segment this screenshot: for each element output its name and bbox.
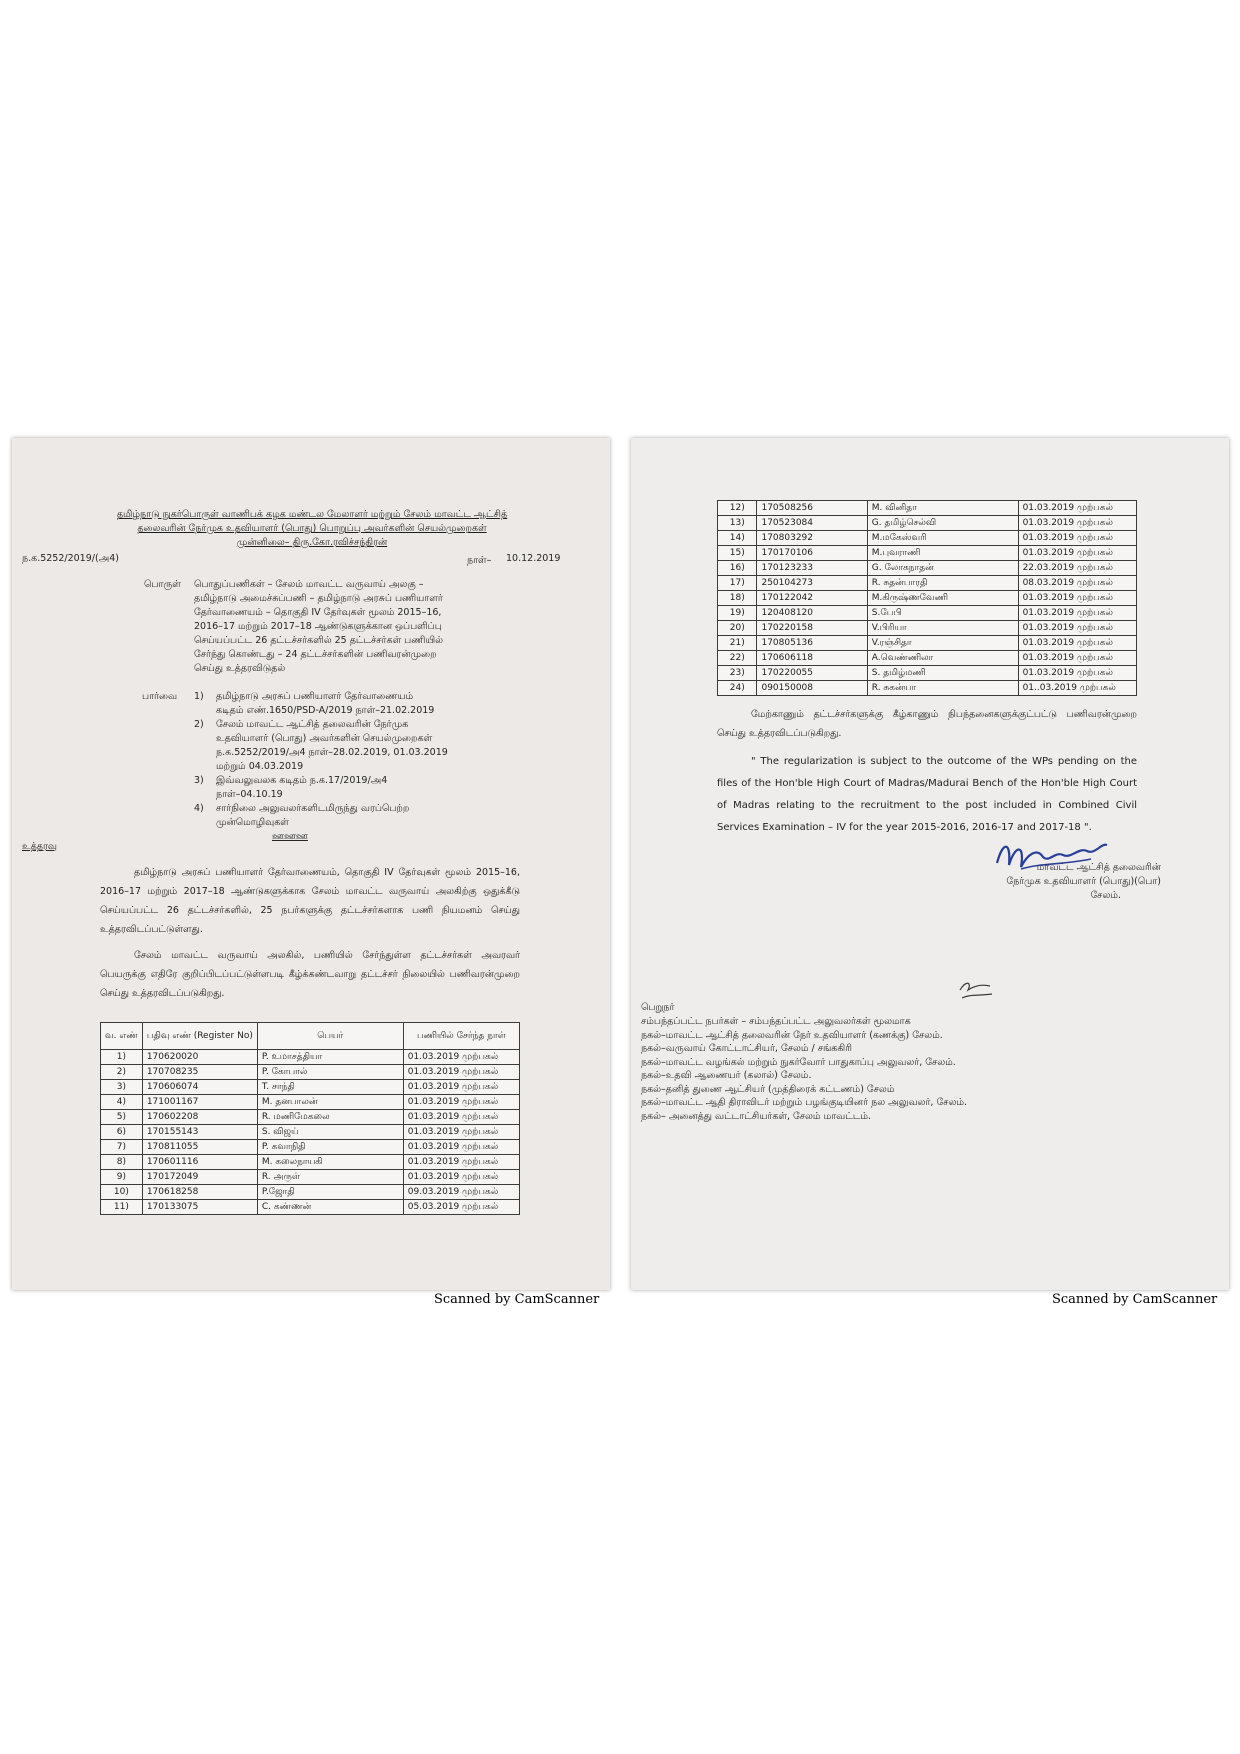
cell-register-no: 170708235 (142, 1065, 257, 1080)
table-body (101, 1050, 520, 1215)
cell-name: V.பிரியா (867, 621, 1018, 636)
cell-join-date: 01.03.2019 முற்பகல் (403, 1140, 519, 1155)
heading-line-2: தலைவரின் நேர்முக உதவியாளர் (பொது) பொறுப்பு அவர்களின் செயல்முறைகள் (137, 523, 487, 534)
table-row (101, 1095, 520, 1110)
cell-name: A.வெண்ணிலா (867, 651, 1018, 666)
table-row (101, 1185, 520, 1200)
regularization-note: " The regularization is subject to the outcome of the WPs pending on the files of the Hon'ble High Court of Madras/Madurai Bench of the Hon'ble High Court of Madras relating to the recruitment to the post included in Combined Civil Services Examination – IV for the year 2015-2016, 2016-17 and 2017-18 ". (717, 756, 1137, 833)
cell-serial: 19) (718, 606, 757, 621)
cell-join-date: 01.03.2019 முற்பகல் (403, 1080, 519, 1095)
reference-item-line: ந.க.5252/2019/அ4 நாள்–28.02.2019, 01.03.2019 (216, 747, 448, 758)
heading-line-3: முன்னிலை– திரு.கோ.ரவிச்சந்திரன் (236, 537, 388, 548)
cell-register-no: 170220158 (757, 621, 867, 636)
cell-register-no: 170122042 (757, 591, 867, 606)
table-row (101, 1140, 520, 1155)
cell-name: R. சுகன்யா (867, 681, 1018, 696)
left-page (12, 438, 610, 1290)
cell-register-no: 170508256 (757, 501, 867, 516)
cell-name: P.ஜோதி (257, 1185, 403, 1200)
recipient-label: பெறுநர் (641, 1002, 675, 1013)
reference-item-number: 3) (194, 775, 204, 786)
cell-join-date: 01.03.2019 முற்பகல் (1018, 516, 1136, 531)
cell-serial: 17) (718, 576, 757, 591)
recipient-item: நகல்–உதவி ஆணையர் (கலால்) சேலம். (641, 1070, 812, 1081)
table-row (101, 1155, 520, 1170)
cell-join-date: 01.03.2019 முற்பகல் (1018, 531, 1136, 546)
reference-item-number: 2) (194, 719, 204, 730)
cell-name: C. கண்ணன் (257, 1200, 403, 1215)
cell-register-no: 120408120 (757, 606, 867, 621)
table-row (101, 1125, 520, 1140)
recipient-item: நகல்–மாவட்ட ஆதி திராவிடர் மற்றும் பழங்குடியினர் நல அலுவலர், சேலம். (641, 1097, 968, 1108)
cell-join-date: 01.03.2019 முற்பகல் (403, 1095, 519, 1110)
cell-name: R. அருள் (257, 1170, 403, 1185)
reference-item-number: 1) (194, 691, 204, 702)
order-label: உத்தரவு (22, 841, 57, 852)
scanner-watermark-left: Scanned by CamScanner (434, 1292, 600, 1307)
cell-serial: 22) (718, 651, 757, 666)
cell-register-no: 170618258 (142, 1185, 257, 1200)
table-row (101, 1050, 520, 1065)
reference-item (194, 718, 494, 774)
cell-join-date: 01.03.2019 முற்பகல் (403, 1155, 519, 1170)
reference-item (194, 774, 494, 802)
cell-name: M.புவராணி (867, 546, 1018, 561)
cell-serial: 9) (101, 1170, 143, 1185)
cell-serial: 3) (101, 1080, 143, 1095)
recipient-item: நகல்–தனித் துணை ஆட்சியர் (முத்திரைக் கட்டணம்) சேலம் (641, 1083, 895, 1095)
cell-serial: 12) (718, 501, 757, 516)
cell-register-no: 170606118 (757, 651, 867, 666)
cell-name: S. விஜய் (257, 1125, 403, 1140)
cell-join-date: 01.03.2019 முற்பகல் (1018, 606, 1136, 621)
subject-line: தேர்வாணையம் – தொகுதி IV தேர்வுகள் மூலம் 2015–16, (194, 607, 442, 618)
cell-name: M. தனபாலன் (257, 1095, 403, 1110)
table-row (718, 516, 1137, 531)
column-header-name: பெயர் (257, 1023, 403, 1050)
cell-serial: 24) (718, 681, 757, 696)
cell-serial: 20) (718, 621, 757, 636)
table-row (718, 546, 1137, 561)
cell-serial: 18) (718, 591, 757, 606)
subject-label: பொருள் (144, 579, 181, 590)
cell-serial: 4) (101, 1095, 143, 1110)
cell-serial: 23) (718, 666, 757, 681)
date-label: நாள்– (467, 555, 492, 566)
cell-serial: 5) (101, 1110, 143, 1125)
cell-serial: 6) (101, 1125, 143, 1140)
cell-name: P. உமாசத்தியா (257, 1050, 403, 1065)
table-row (718, 561, 1137, 576)
cell-serial: 7) (101, 1140, 143, 1155)
cell-join-date: 01.03.2019 முற்பகல் (403, 1170, 519, 1185)
table-row (718, 501, 1137, 516)
cell-name: S. தமிழ்மணி (867, 666, 1018, 681)
cell-register-no: 170123233 (757, 561, 867, 576)
recipient-item: நகல்–வருவாய் கோட்டாட்சியர், சேலம் / சங்ககிரி (641, 1043, 852, 1054)
recipient-item: சம்பந்தப்பட்ட நபர்கள் – சம்பந்தப்பட்ட அலுவலர்கள் மூலமாக (641, 1016, 911, 1027)
cell-register-no: 170155143 (142, 1125, 257, 1140)
reference-item-line: உதவியாளர் (பொது) அவர்களின் செயல்முறைகள் (216, 733, 433, 744)
subject-line: 2016–17 மற்றும் 2017–18 ஆண்டுகளுக்கான ஒப்பளிப்பு (194, 621, 442, 632)
table-row (101, 1065, 520, 1080)
cell-serial: 14) (718, 531, 757, 546)
signatory-line-2: நேர்முக உதவியாளர் (பொது)(பொ) (1006, 876, 1161, 887)
cell-register-no: 170602208 (142, 1110, 257, 1125)
cell-register-no: 250104273 (757, 576, 867, 591)
reference-item-line: சேலம் மாவட்ட ஆட்சித் தலைவரின் நேர்முக (216, 719, 409, 730)
reference-item (194, 690, 494, 718)
cell-join-date: 05.03.2019 முற்பகல் (403, 1200, 519, 1215)
cell-name: G. தமிழ்செல்வி (867, 516, 1018, 531)
column-header-sl: வ. எண் (101, 1023, 143, 1050)
cell-join-date: 01.03.2019 முற்பகல் (1018, 651, 1136, 666)
cell-register-no: 170620020 (142, 1050, 257, 1065)
cell-serial: 11) (101, 1200, 143, 1215)
table-row (718, 531, 1137, 546)
recipient-item: நகல்–மாவட்ட வழங்கல் மற்றும் நுகர்வோர் பாதுகாப்பு அலுவலர், சேலம். (641, 1056, 956, 1068)
cell-serial: 15) (718, 546, 757, 561)
cell-serial: 13) (718, 516, 757, 531)
cell-name: P. கோபால் (257, 1065, 403, 1080)
table-body (718, 501, 1137, 696)
reference-number: ந.க.5252/2019/(அ4) (22, 553, 119, 564)
table-row (718, 666, 1137, 681)
table-row (718, 621, 1137, 636)
table-row (718, 606, 1137, 621)
cell-name: P. கவாநிதி (257, 1140, 403, 1155)
table-header-row (101, 1023, 520, 1050)
cell-join-date: 01.03.2019 முற்பகல் (1018, 636, 1136, 651)
cell-name: R. சுதன்பாரதி (867, 576, 1018, 591)
subject-line: செய்யப்பட்ட 26 தட்டச்சர்களில் 25 தட்டச்சர்கள் பணியில் (194, 635, 444, 646)
table-row (718, 651, 1137, 666)
heading-line-1: தமிழ்நாடு நுகர்பொருள் வாணிபக் கழக மண்டல மேலாளர் மற்றும் சேலம் மாவட்ட ஆட்சித் (116, 509, 508, 520)
reference-list (194, 690, 494, 830)
reference-item-line: மற்றும் 04.03.2019 (216, 761, 304, 772)
subject-line: பொதுப்பணிகள் – சேலம் மாவட்ட வருவாய் அலகு – (194, 579, 424, 590)
reference-label: பார்வை (142, 691, 178, 702)
subject-line: செய்து உத்தரவிடுதல் (194, 663, 286, 674)
subject-line: சேர்ந்து கொண்டது – 24 தட்டச்சர்களின் பணிவரன்முறை (194, 649, 437, 660)
cell-join-date: 01.03.2019 முற்பகல் (1018, 546, 1136, 561)
cell-name: R. மணிமேகலை (257, 1110, 403, 1125)
reference-item-line: தமிழ்நாடு அரசுப் பணியாளர் தேர்வாணையம் (216, 691, 414, 702)
cell-serial: 8) (101, 1155, 143, 1170)
reference-item-line: இவ்வலுவலக கடிதம் ந.க.17/2019/அ4 (216, 775, 388, 786)
cell-register-no: 170805136 (757, 636, 867, 651)
cell-join-date: 08.03.2019 முற்பகல் (1018, 576, 1136, 591)
cell-serial: 21) (718, 636, 757, 651)
cell-register-no: 170811055 (142, 1140, 257, 1155)
order-paragraph-1: தமிழ்நாடு அரசுப் பணியாளர் தேர்வாணையம், தொகுதி IV தேர்வுகள் மூலம் 2015–16, 2016–17 மற்றும் 2017–18 ஆண்டுகளுக்காக சேலம் மாவட்ட வருவாய் அலகிற்கு ஒதுக்கீடு செய்யப்பட்ட 26 தட்டச்சர்களில், 25 நபர்களுக்கு தட்டச்சர்களாக பணி நியமனம் செய்து உத்தரவிடப்பட்டுள்ளது. (100, 867, 520, 935)
subject-line: தமிழ்நாடு அமைச்சுப்பணி – தமிழ்நாடு அரசுப் பணியாளர் (194, 593, 443, 604)
cell-register-no: 170601116 (142, 1155, 257, 1170)
cell-join-date: 01.03.2019 முற்பகல் (403, 1050, 519, 1065)
subject-text (194, 578, 504, 676)
cell-name: M. கலைநாயகி (257, 1155, 403, 1170)
typist-table-part-2 (717, 500, 1137, 696)
column-header-date: பணியில் சேர்ந்த நாள் (403, 1023, 519, 1050)
table-row (718, 681, 1137, 696)
cell-name: M.கிருஷ்ணவேணி (867, 591, 1018, 606)
table-row (101, 1200, 520, 1215)
condition-paragraph: மேற்காணும் தட்டச்சர்களுக்கு கீழ்காணும் நிபந்தனைகளுக்குட்பட்டு பணிவரன்முறை செய்து உத்தரவிடப்படுகிறது. (717, 709, 1137, 739)
table-row (101, 1170, 520, 1185)
cell-join-date: 01..03.2019 முற்பகல் (1018, 681, 1136, 696)
table-row (101, 1080, 520, 1095)
order-date: 10.12.2019 (506, 553, 561, 564)
recipient-item: நகல்–மாவட்ட ஆட்சித் தலைவரின் நேர் உதவியாளர் (கணக்கு) சேலம். (641, 1029, 943, 1041)
cell-join-date: 01.03.2019 முற்பகல் (403, 1125, 519, 1140)
reference-item-line: நாள்–04.10.19 (216, 789, 283, 800)
scanner-watermark-right: Scanned by CamScanner (1052, 1292, 1218, 1307)
signatory-line-3: சேலம். (1090, 890, 1121, 901)
cell-register-no: 171001167 (142, 1095, 257, 1110)
cell-serial: 10) (101, 1185, 143, 1200)
cell-name: S.பேபி (867, 606, 1018, 621)
cell-join-date: 01.03.2019 முற்பகல் (1018, 591, 1136, 606)
cell-join-date: 09.03.2019 முற்பகல் (403, 1185, 519, 1200)
cell-join-date: 01.03.2019 முற்பகல் (403, 1065, 519, 1080)
cell-name: G. லோகநாதன் (867, 561, 1018, 576)
initials-icon (956, 978, 996, 1004)
cell-register-no: 170133075 (142, 1200, 257, 1215)
cell-serial: 2) (101, 1065, 143, 1080)
reference-item-line: சார்நிலை அலுவலர்களிடமிருந்து வரப்பெற்ற (216, 803, 410, 814)
cell-register-no: 170220055 (757, 666, 867, 681)
cell-register-no: 170523084 (757, 516, 867, 531)
cell-name: V.ரஞ்சிதா (867, 636, 1018, 651)
table-row (101, 1110, 520, 1125)
typist-table-part-1 (100, 1022, 520, 1215)
cell-register-no: 170803292 (757, 531, 867, 546)
cell-register-no: 170170106 (757, 546, 867, 561)
cell-join-date: 01.03.2019 முற்பகல் (1018, 501, 1136, 516)
order-paragraph-2: சேலம் மாவட்ட வருவாய் அலகில், பணியில் சேர்ந்துள்ள தட்டச்சர்கள் அவரவர் பெயருக்கு எதிரே குறிப்பிடப்பட்டுள்ளபடி கீழ்க்கண்டவாறு தட்டச்சர் நிலையில் பணிவரன்முறை செய்து உத்தரவிடப்படுகிறது. (100, 950, 520, 999)
cell-join-date: 01.03.2019 முற்பகல் (1018, 666, 1136, 681)
recipient-item: நகல்– அனைத்து வட்டாட்சியர்கள், சேலம் மாவட்டம். (641, 1110, 872, 1122)
cell-name: M. வினிதா (867, 501, 1018, 516)
table-row (718, 576, 1137, 591)
table-row (718, 636, 1137, 651)
column-header-register: பதிவு எண் (Register No) (142, 1023, 257, 1050)
right-page (631, 438, 1229, 1290)
cell-join-date: 01.03.2019 முற்பகல் (1018, 621, 1136, 636)
cell-serial: 1) (101, 1050, 143, 1065)
table-row (718, 591, 1137, 606)
reference-item-number: 4) (194, 803, 204, 814)
reference-item-line: கடிதம் எண்.1650/PSD-A/2019 நாள்–21.02.2019 (216, 705, 435, 716)
reference-item (194, 802, 494, 830)
separator: ஊஊஊ (272, 831, 308, 842)
cell-register-no: 170606074 (142, 1080, 257, 1095)
cell-join-date: 01.03.2019 முற்பகல் (403, 1110, 519, 1125)
signatory-line-1: மாவட்ட ஆட்சித் தலைவரின் (1036, 862, 1161, 873)
reference-item-line: முன்மொழிவுகள் (216, 817, 289, 828)
cell-serial: 16) (718, 561, 757, 576)
recipient-list (641, 1015, 1061, 1123)
cell-register-no: 170172049 (142, 1170, 257, 1185)
cell-join-date: 22.03.2019 முற்பகல் (1018, 561, 1136, 576)
cell-register-no: 090150008 (757, 681, 867, 696)
cell-name: T. சாந்தி (257, 1080, 403, 1095)
cell-name: M.மகேஸ்வரி (867, 531, 1018, 546)
